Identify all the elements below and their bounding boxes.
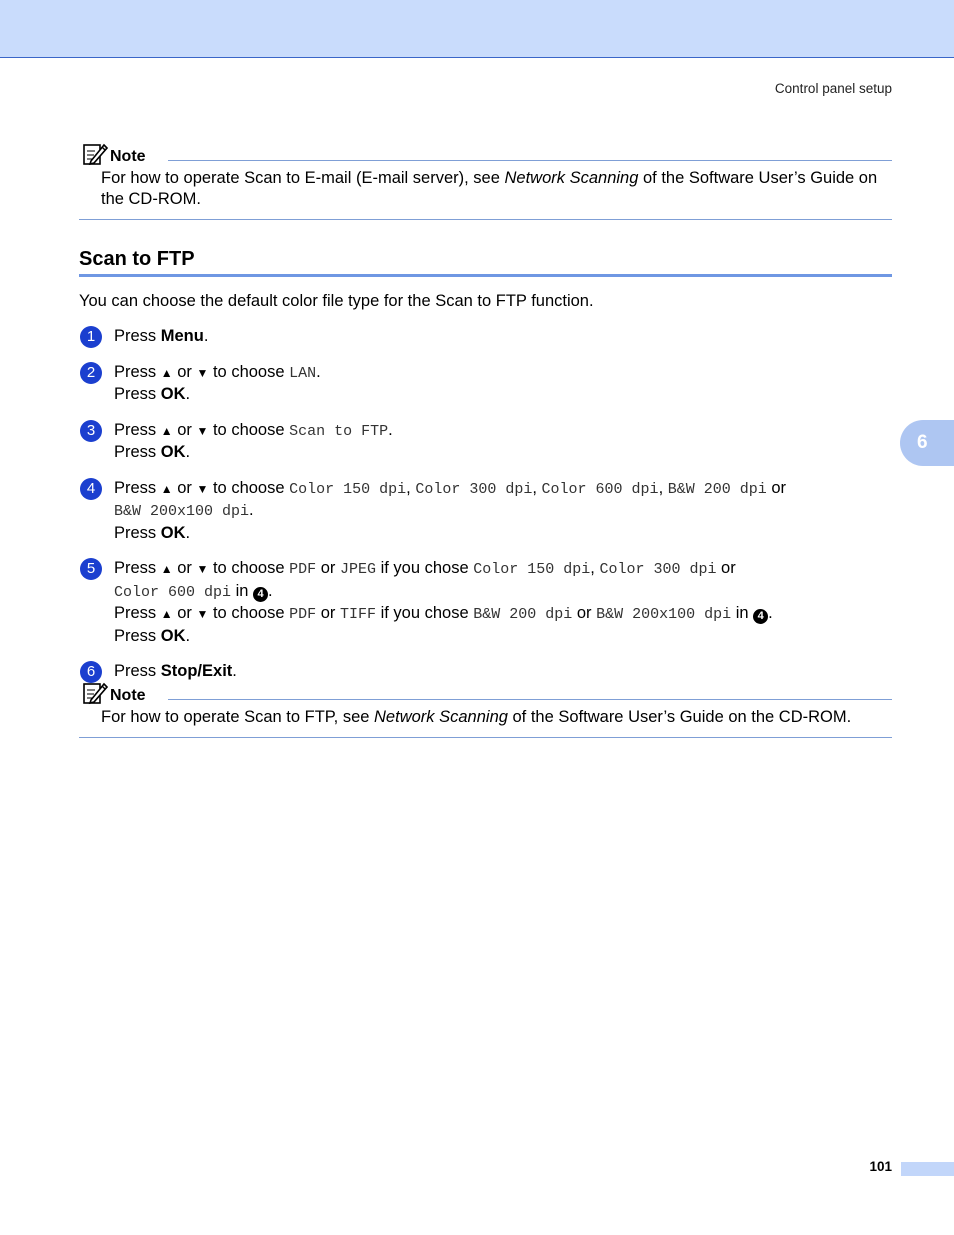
menu-value: Scan to FTP <box>289 422 389 440</box>
note-pencil-icon <box>82 680 108 706</box>
option-value: Color 600 dpi <box>114 583 232 601</box>
file-type: PDF <box>289 606 317 623</box>
up-arrow-icon: ▲ <box>160 607 173 621</box>
down-arrow-icon: ▼ <box>196 607 209 621</box>
step-number: 5 <box>80 558 102 580</box>
file-type: PDF <box>289 561 317 578</box>
note-bottom-rule <box>79 219 892 220</box>
note-box-email <box>79 144 892 220</box>
down-arrow-icon: ▼ <box>196 562 209 576</box>
chapter-tab: 6 <box>900 420 954 466</box>
section-title: Scan to FTP <box>79 248 892 277</box>
step-number: 4 <box>80 478 102 500</box>
up-arrow-icon: ▲ <box>160 365 173 380</box>
step-number: 3 <box>80 420 102 442</box>
step-5: 5 Press ▲ or ▼ to choose PDF or JPEG if you chose Color 150 dpi, Color 300 dpi or Color 600 dpi in 4 . Press ▲ or ▼ to choose PDF or TIFF if you chose B&W 200 dpi or B&W 200x100 dpi in 4 . Press OK. <box>79 558 892 646</box>
reference-title: Network Scanning <box>374 708 508 726</box>
file-type: JPEG <box>339 561 376 578</box>
option-value: Color 150 dpi <box>289 480 407 498</box>
down-arrow-icon: ▼ <box>196 365 209 380</box>
option-value: Color 300 dpi <box>599 561 717 578</box>
note-text: For how to operate Scan to E-mail (E-mail server), see Network Scanning of the Software User’s Guide on the CD-ROM. <box>101 169 878 208</box>
note-top-rule <box>168 699 892 700</box>
step-number: 2 <box>80 362 102 384</box>
note-pencil-icon <box>82 141 108 167</box>
step-2: 2 Press ▲ or ▼ to choose LAN. Press OK. <box>79 362 892 405</box>
file-type: TIFF <box>339 606 376 623</box>
option-value: B&W 200 dpi <box>667 480 767 498</box>
step-ref-icon: 4 <box>253 587 268 602</box>
step-number: 6 <box>80 661 102 683</box>
note-header <box>79 683 892 707</box>
step-ref-icon: 4 <box>753 609 768 624</box>
step-4: 4 Press ▲ or ▼ to choose Color 150 dpi, Color 300 dpi, Color 600 dpi, B&W 200 dpi or B&W 200x100 dpi. Press OK. <box>79 478 892 544</box>
option-value: Color 600 dpi <box>541 480 659 498</box>
down-arrow-icon: ▼ <box>196 423 209 438</box>
note-header <box>79 144 892 168</box>
note-text: For how to operate Scan to FTP, see Network Scanning of the Software User’s Guide on the CD-ROM. <box>101 708 852 726</box>
option-value: B&W 200 dpi <box>473 606 573 623</box>
key-ok: OK <box>160 523 186 542</box>
reference-title: Network Scanning <box>504 169 639 187</box>
down-arrow-icon: ▼ <box>196 481 209 496</box>
step-1: 1 Press Menu. <box>79 326 892 347</box>
menu-value: LAN <box>289 364 317 382</box>
up-arrow-icon: ▲ <box>160 562 173 576</box>
note-label: Note <box>110 148 146 165</box>
up-arrow-icon: ▲ <box>160 481 173 496</box>
note-bottom-rule <box>79 737 892 738</box>
top-band <box>0 0 954 58</box>
note-top-rule <box>168 160 892 161</box>
step-3: 3 Press ▲ or ▼ to choose Scan to FTP. Press OK. <box>79 420 892 463</box>
key-stop-exit: Stop/Exit <box>160 662 233 680</box>
page-number: 101 <box>869 1159 892 1174</box>
key-ok: OK <box>160 385 186 403</box>
up-arrow-icon: ▲ <box>160 423 173 438</box>
option-value: Color 300 dpi <box>415 480 533 498</box>
note-label: Note <box>110 687 146 704</box>
option-value: Color 150 dpi <box>473 561 591 578</box>
step-number: 1 <box>80 326 102 348</box>
page-number-bar <box>901 1162 954 1176</box>
option-value: B&W 200x100 dpi <box>596 606 732 623</box>
key-menu: Menu <box>160 327 204 345</box>
intro-paragraph: You can choose the default color file type for the Scan to FTP function. <box>79 292 594 310</box>
key-ok: OK <box>160 626 186 645</box>
steps-list <box>79 326 892 697</box>
running-header: Control panel setup <box>774 81 892 96</box>
option-value: B&W 200x100 dpi <box>114 503 250 520</box>
note-box-ftp <box>79 683 892 738</box>
key-ok: OK <box>160 443 186 461</box>
step-6: 6 Press Stop/Exit. <box>79 661 892 682</box>
